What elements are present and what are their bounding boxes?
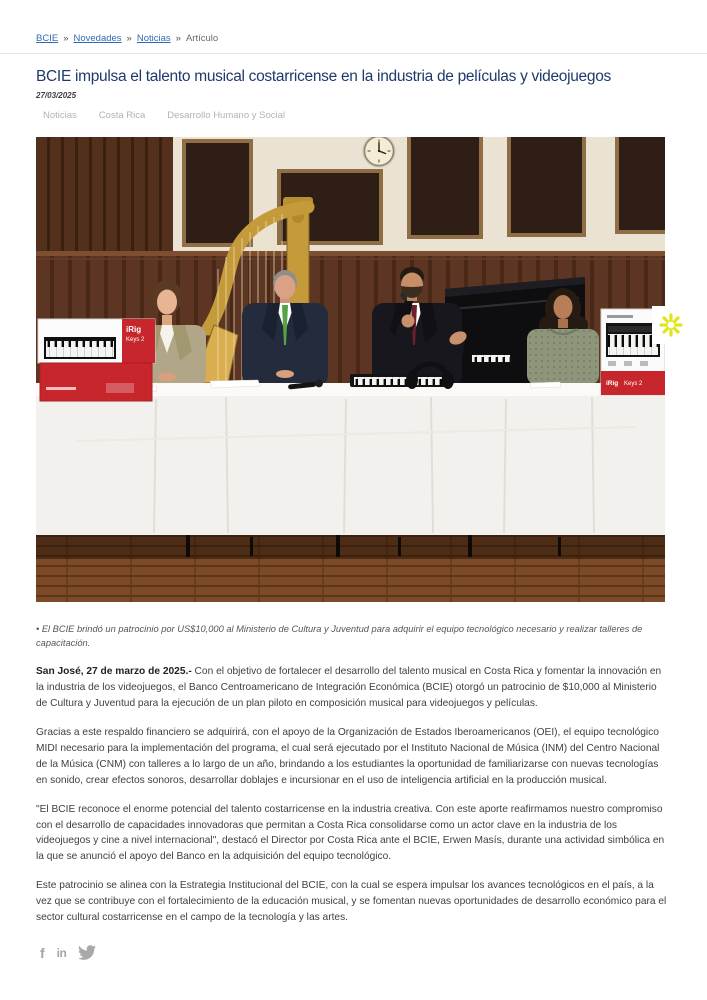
twitter-icon[interactable]	[78, 945, 96, 960]
tag-noticias[interactable]: Noticias	[43, 110, 77, 122]
irig-brand-label: iRig	[606, 380, 619, 388]
press-conference-illustration	[36, 137, 665, 602]
breadcrumb-separator: »	[63, 33, 69, 44]
paragraph-4: Este patrocinio se alinea con la Estrategia Institucional del BCIE, con la cual se espera impulsar los avances tecnológicos en el país, a la vez que se contribuye con el fortalecimiento de la educación musical, y se fomentan nuevas oportunidades de desarrollo económico para el sector cultural costarricense en el campo de la tecnología y las artes.	[36, 880, 667, 924]
irig-box-left-graphic	[38, 319, 155, 401]
social-share-bar	[40, 945, 707, 961]
breadcrumb-link-noticias[interactable]: Noticias	[136, 33, 171, 44]
linkedin-icon[interactable]: in	[56, 945, 67, 960]
article-tags	[36, 110, 671, 121]
article-body	[36, 664, 667, 926]
breadcrumb-link-bcie[interactable]: BCIE	[36, 33, 59, 44]
tag-costa-rica[interactable]: Costa Rica	[98, 110, 146, 122]
article-photo	[36, 137, 665, 602]
irig-brand-label: iRig	[126, 325, 142, 335]
breadcrumb-link-novedades[interactable]: Novedades	[73, 33, 122, 44]
article-header	[0, 54, 707, 121]
accessibility-widget-button[interactable]	[652, 306, 689, 344]
tag-desarrollo-humano[interactable]: Desarrollo Humano y Social	[167, 110, 286, 122]
breadcrumb-separator: »	[126, 33, 132, 44]
irig-model-label: Keys 2	[624, 381, 643, 388]
page-title: BCIE impulsa el talento musical costarricense en la industria de películas y videojuegos	[36, 68, 611, 85]
asterisk-icon	[658, 312, 684, 338]
wood-paneling-left	[36, 137, 173, 259]
paragraph-1: San José, 27 de marzo de 2025.- Con el objetivo de fortalecer el desarrollo del talento musical en Costa Rica y fomentar la innovación en la industria de los videojuegos, el Banco Centroamericano de Integración Económica (BCIE) otorgó un patrocinio de $10,000 al Ministerio de Cultura y Juventud para la ejecución de un plan piloto en composición musical para videojuegos y películas.	[36, 666, 662, 710]
breadcrumb-current-articulo: Artículo	[185, 33, 219, 44]
photo-caption: • El BCIE brindó un patrocinio por US$10,000 al Ministerio de Cultura y Juventud para adquirir el equipo tecnológico necesario y realizar talleres de capacitación.	[36, 624, 643, 649]
paragraph-2: Gracias a este respaldo financiero se adquirirá, con el apoyo de la Organización de Estados Iberoamericanos (OEI), el equipo tecnológico MIDI necesario para la implementación del programa, el cual será ejecutado por el Instituto Nacional de Música (INM) del Centro Nacional de la Música (CNM) con talleres a lo largo de un año, brindando a los estudiantes la oportunidad de familiarizarse con nuevas tecnologías en sonido, crear efectos sonoros, desarrollar doblajes e incursionar en el uso de inteligencia artificial en la producción musical.	[36, 726, 660, 786]
paragraph-3: "El BCIE reconoce el enorme potencial del talento costarricense en la industria creativa. Con este aporte reafirmamos nuestro compromiso con el desarrollo de capacidades innovadoras que permitan a Costa Rica consolidarse como un actor clave en la industria de los videojuegos y cine a nivel internacional", destacó el Director por Costa Rica ante el BCIE, Erwen Masís, durante una actividad simbólica en la que se anunció el apoyo del Banco en la adquisición del equipo tecnológico.	[36, 803, 665, 863]
irig-model-label: Keys 2	[126, 337, 145, 344]
midi-keyboard-graphic	[350, 374, 446, 387]
breadcrumb	[0, 0, 707, 53]
table-graphic	[36, 383, 665, 535]
facebook-icon[interactable]: f	[40, 944, 45, 961]
article-date: 27/03/2025	[36, 91, 77, 101]
breadcrumb-separator: »	[175, 33, 181, 44]
